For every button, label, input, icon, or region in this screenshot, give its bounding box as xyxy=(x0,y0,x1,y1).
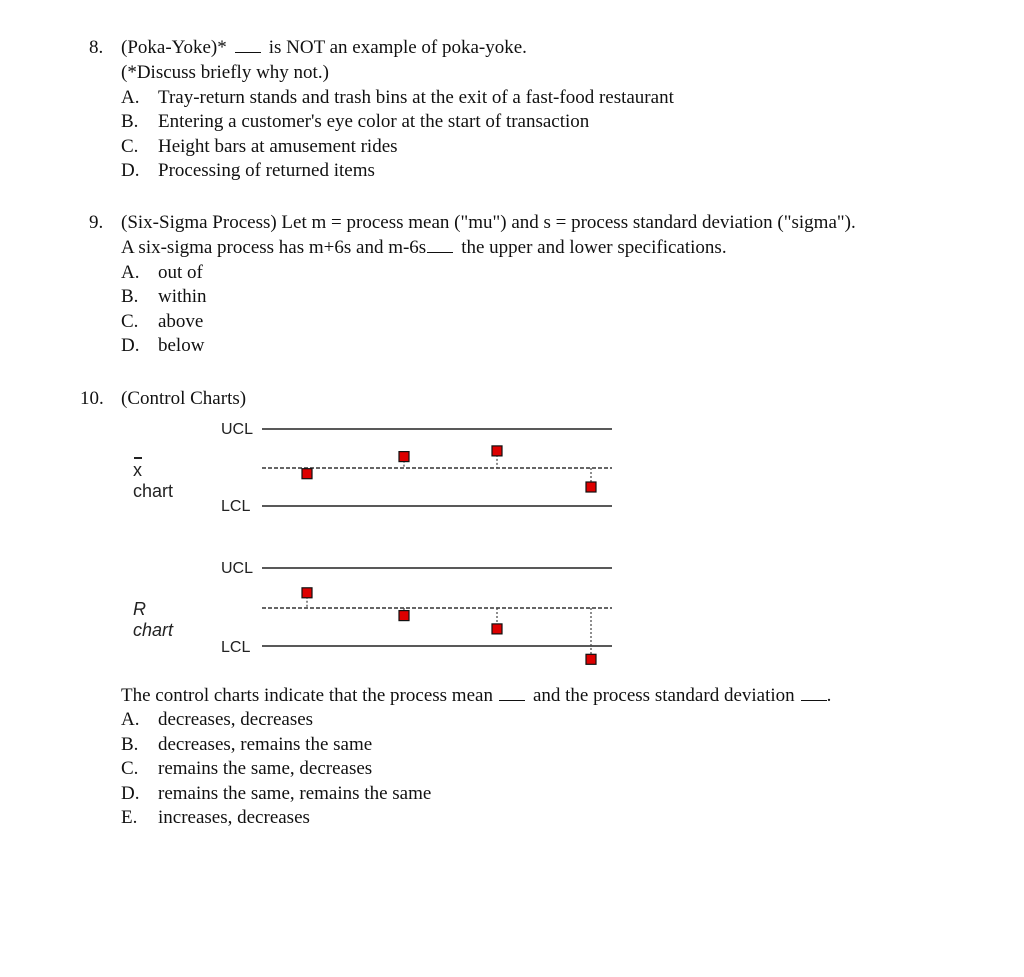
r-data-point xyxy=(492,624,502,634)
q8-option-letter: A. xyxy=(121,87,140,108)
q9-option-letter: B. xyxy=(121,286,139,307)
xbar-symbol: x xyxy=(133,460,142,481)
q10-option-letter: A. xyxy=(121,709,140,730)
q10-blank-mean xyxy=(499,685,525,701)
q8-option-text: Tray-return stands and trash bins at the exit of a fast-food restaurant xyxy=(158,87,674,108)
q10-option-letter: D. xyxy=(121,783,140,804)
q10-option-text: decreases, decreases xyxy=(158,709,314,730)
q9-line2-pre: A six-sigma process has m+6s and m-6s xyxy=(121,237,427,258)
q8-title-post: is NOT an example of poka-yoke. xyxy=(268,37,527,58)
q9-line1: (Six-Sigma Process) Let m = process mean ("mu") and s = process standard deviation ("sigma"). xyxy=(121,212,856,233)
q10-question xyxy=(121,684,831,708)
q8-option-text: Processing of returned items xyxy=(158,160,375,181)
q8-option-letter: C. xyxy=(121,136,139,157)
q9-option-letter: D. xyxy=(121,335,140,356)
xbar-chart xyxy=(262,429,612,506)
q9-line2-post: the upper and lower specifications. xyxy=(461,237,727,258)
q8-number: 8. xyxy=(89,37,104,58)
xbar-chart-title: x chart xyxy=(133,460,173,502)
q10-option-text: remains the same, remains the same xyxy=(158,783,432,804)
q10-option-text: increases, decreases xyxy=(158,807,310,828)
q10-option-text: decreases, remains the same xyxy=(158,734,373,755)
r-ucl-label: UCL xyxy=(221,560,254,577)
q9-option-text: below xyxy=(158,335,205,356)
q8-title-pre: (Poka-Yoke)* xyxy=(121,37,227,58)
q10-option-letter: C. xyxy=(121,758,139,779)
q10-number: 10. xyxy=(80,388,104,409)
xbar-data-point xyxy=(302,469,312,479)
r-data-point xyxy=(399,611,409,621)
q9-option-text: above xyxy=(158,311,204,332)
q8-option-letter: B. xyxy=(121,111,139,132)
q9-option-text: out of xyxy=(158,262,203,283)
q10-question-pre: The control charts indicate that the process mean xyxy=(121,685,493,706)
q10-question-mid: and the process standard deviation xyxy=(532,685,795,706)
q10-option-letter: E. xyxy=(121,807,138,828)
q8-option-text: Entering a customer's eye color at the start of transaction xyxy=(158,111,590,132)
q8-option-letter: D. xyxy=(121,160,140,181)
q10-option-letter: B. xyxy=(121,734,139,755)
q10-title: (Control Charts) xyxy=(121,388,247,409)
q9-option-letter: C. xyxy=(121,311,139,332)
xbar-data-point xyxy=(492,446,502,456)
q8-note: (*Discuss briefly why not.) xyxy=(121,62,329,83)
r-chart xyxy=(262,568,612,664)
q10-blank-sd xyxy=(801,685,827,701)
r-chart-title: R chart xyxy=(133,599,174,640)
q9-number: 9. xyxy=(89,212,104,233)
q10-option-text: remains the same, decreases xyxy=(158,758,373,779)
xbar-lcl-label: LCL xyxy=(221,498,251,515)
xbar-data-point xyxy=(586,482,596,492)
q10-question-end: . xyxy=(826,685,832,706)
q8-option-text: Height bars at amusement rides xyxy=(158,136,398,157)
r-data-point xyxy=(302,588,312,598)
q9-option-text: within xyxy=(158,286,207,307)
r-data-point xyxy=(586,654,596,664)
r-lcl-label: LCL xyxy=(221,639,251,656)
xbar-ucl-label: UCL xyxy=(221,421,254,438)
xbar-data-point xyxy=(399,452,409,462)
q9-option-letter: A. xyxy=(121,262,140,283)
